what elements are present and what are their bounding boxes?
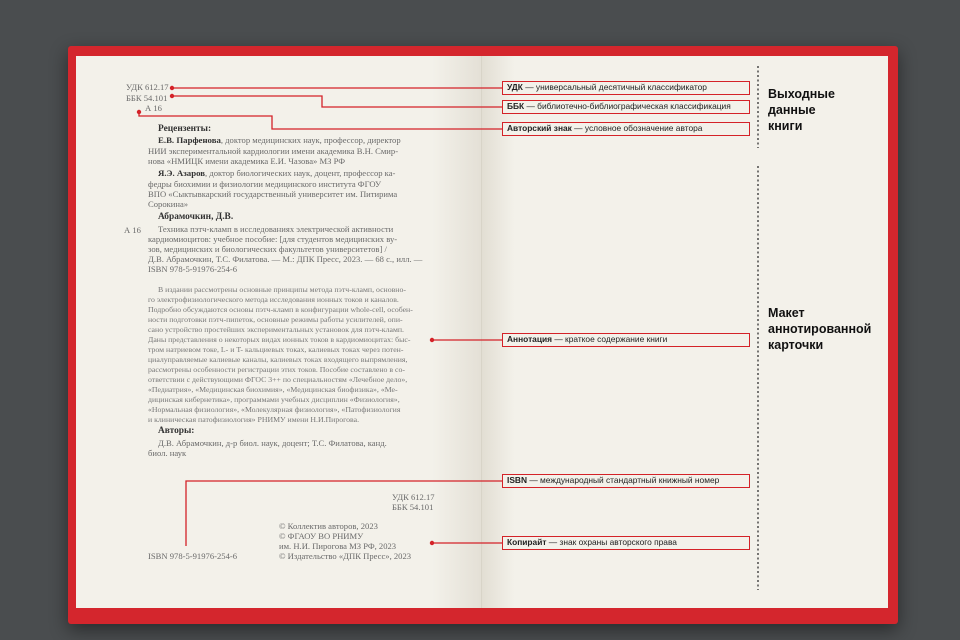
callout-bbk-term: ББК <box>507 101 525 111</box>
callout-annotation-term: Аннотация <box>507 334 553 344</box>
copyright-line-1: © ФГАОУ ВО РНИМУ <box>279 531 364 541</box>
side-title-imprint <box>768 86 835 134</box>
callout-copyright-term: Копирайт <box>507 537 547 547</box>
bbk-bottom: ББК 54.101 <box>392 502 434 512</box>
reviewer2-line-1: федры биохимии и физиологии медицинского института ФГОУ <box>148 179 382 189</box>
reviewer2-line-0 <box>158 168 395 179</box>
annotation-line-9: ответствии с действующими ФГОС 3++ по специальностям «Лечебное дело», <box>148 375 408 384</box>
annotation-line-11: дицинская кибернетика», программами учебных дисциплин «Физиология», <box>148 395 400 404</box>
callout-author-sign-desc: — условное обозначение автора <box>571 123 703 133</box>
annotation-line-4: сано устройство простейших экспериментальных установок для пэтч-кламп. <box>148 325 404 334</box>
reviewer2-line-3: Сорокина» <box>148 199 189 209</box>
copyright-line-3: © Издательство «ДПК Пресс», 2023 <box>279 551 412 561</box>
side-title-card-line-2: карточки <box>768 338 824 352</box>
callout-annotation <box>502 333 750 347</box>
copyright-line-2: им. Н.И. Пирогова МЗ РФ, 2023 <box>279 541 397 551</box>
annotation-line-5: Даны представления о некоторых видах ионных токов в кардиомиоцитах: быс- <box>148 335 411 344</box>
bbk-code: ББК 54.101 <box>126 93 168 103</box>
side-title-imprint-line-1: данные <box>768 103 816 117</box>
reviewer1-name: Е.В. Парфенова <box>158 135 221 145</box>
biblio-line-1: кардиомиоцитов: учебное пособие: [для студентов медицинских ву- <box>148 234 398 244</box>
reviewer2-line-2: ВПО «Сыктывкарский государственный университет им. Питирима <box>148 189 398 199</box>
annotation-line-7: циалуправляемые калиевые каналы, калиевых токах входящего выпрямления, <box>148 355 408 364</box>
side-title-imprint-line-0: Выходные <box>768 87 835 101</box>
annotation-line-6: тром натриевом токе, L- и T- кальциевых токах, калиевых токах через потен- <box>148 345 404 354</box>
annotation-line-12: «Нормальная физиология», «Молекулярная физиология», «Патофизиология <box>148 405 401 414</box>
annotation-line-8: рассмотрены особенности регистрации этих токов. Пособие составлено в со- <box>148 365 405 374</box>
callout-author-sign <box>502 122 750 136</box>
callout-author-sign-term: Авторский знак <box>507 123 572 133</box>
reviewer2-name: Я.Э. Азаров <box>158 168 206 178</box>
callout-udk-term: УДК <box>507 82 523 92</box>
udk-code: УДК 612.17 <box>126 82 169 92</box>
callout-udk-desc: — универсальный десятичный классификатор <box>522 82 707 92</box>
author-heading: Абрамочкин, Д.В. <box>158 212 234 222</box>
annotation-line-2: Подробно обсуждаются основы пэтч-кламп в конфигурации whole-cell, особен- <box>148 305 413 314</box>
reviewer2-text: , доктор биологических наук, доцент, профессор ка- <box>205 168 396 178</box>
reviewer1-line-2: нова «НМИЦК имени академика Е.И. Чазова» МЗ РФ <box>148 156 346 166</box>
annotation-line-3: ности подготовки пэтч-пипеток, основные режимы работы усилителей, опи- <box>148 315 403 324</box>
reviewer1-line-0 <box>158 135 401 146</box>
callout-udk <box>502 81 750 95</box>
callout-bbk <box>502 100 750 114</box>
side-title-card-line-1: аннотированной <box>768 322 872 336</box>
callout-isbn-term: ISBN <box>507 475 528 485</box>
callout-isbn-desc: — международный стандартный книжный номер <box>527 475 720 485</box>
side-title-imprint-line-2: книги <box>768 119 803 133</box>
biblio-isbn: ISBN 978-5-91976-254-6 <box>148 264 238 274</box>
biblio-line-0: Техника пэтч-кламп в исследованиях электрической активности <box>158 224 394 234</box>
authors-line-1: биол. наук <box>148 448 187 458</box>
authors-line-0: Д.В. Абрамочкин, д-р биол. наук, доцент; Т.С. Филатова, канд. <box>158 438 387 448</box>
reviewer1-text: , доктор медицинских наук, профессор, директор <box>220 135 401 145</box>
biblio-line-3: Д.В. Абрамочкин, Т.С. Филатова. — М.: ДПК Пресс, 2023. — 68 с., илл. — <box>148 254 423 264</box>
udk-bottom: УДК 612.17 <box>392 492 435 502</box>
annotation-line-10: «Педиатрия», «Медицинская биохимия», «Медицинская биофизика», «Ме- <box>148 385 398 394</box>
callout-copyright <box>502 536 750 550</box>
callout-annotation-desc: — краткое содержание книги <box>552 334 668 344</box>
side-title-card <box>768 305 871 353</box>
side-title-card-line-0: Макет <box>768 306 805 320</box>
authors-heading: Авторы: <box>158 426 195 436</box>
copyright-line-0: © Коллектив авторов, 2023 <box>279 521 378 531</box>
annotation-line-0: В издании рассмотрены основные принципы метода пэтч-кламп, основно- <box>158 285 406 294</box>
reviewer1-line-1: НИИ экспериментальной кардиологии имени академика В.Н. Смир- <box>148 146 399 156</box>
reviewers-heading: Рецензенты: <box>158 124 212 134</box>
isbn-bottom: ISBN 978-5-91976-254-6 <box>148 551 238 561</box>
callout-isbn <box>502 474 750 488</box>
author-mark-2: А 16 <box>124 225 141 235</box>
callout-copyright-desc: — знак охраны авторского права <box>546 537 677 547</box>
annotation-line-1: го электрофизиологического метода исследования ионных токов и каналов. <box>148 295 399 304</box>
biblio-line-2: зов, медицинских и биологических факультетов университетов] / <box>148 244 387 254</box>
callout-bbk-desc: — библиотечно-библиографическая классификация <box>524 101 731 111</box>
author-mark: А 16 <box>145 103 162 113</box>
annotation-line-13: и клиническая патофизиология» РНИМУ имени Н.И.Пирогова. <box>148 415 360 424</box>
